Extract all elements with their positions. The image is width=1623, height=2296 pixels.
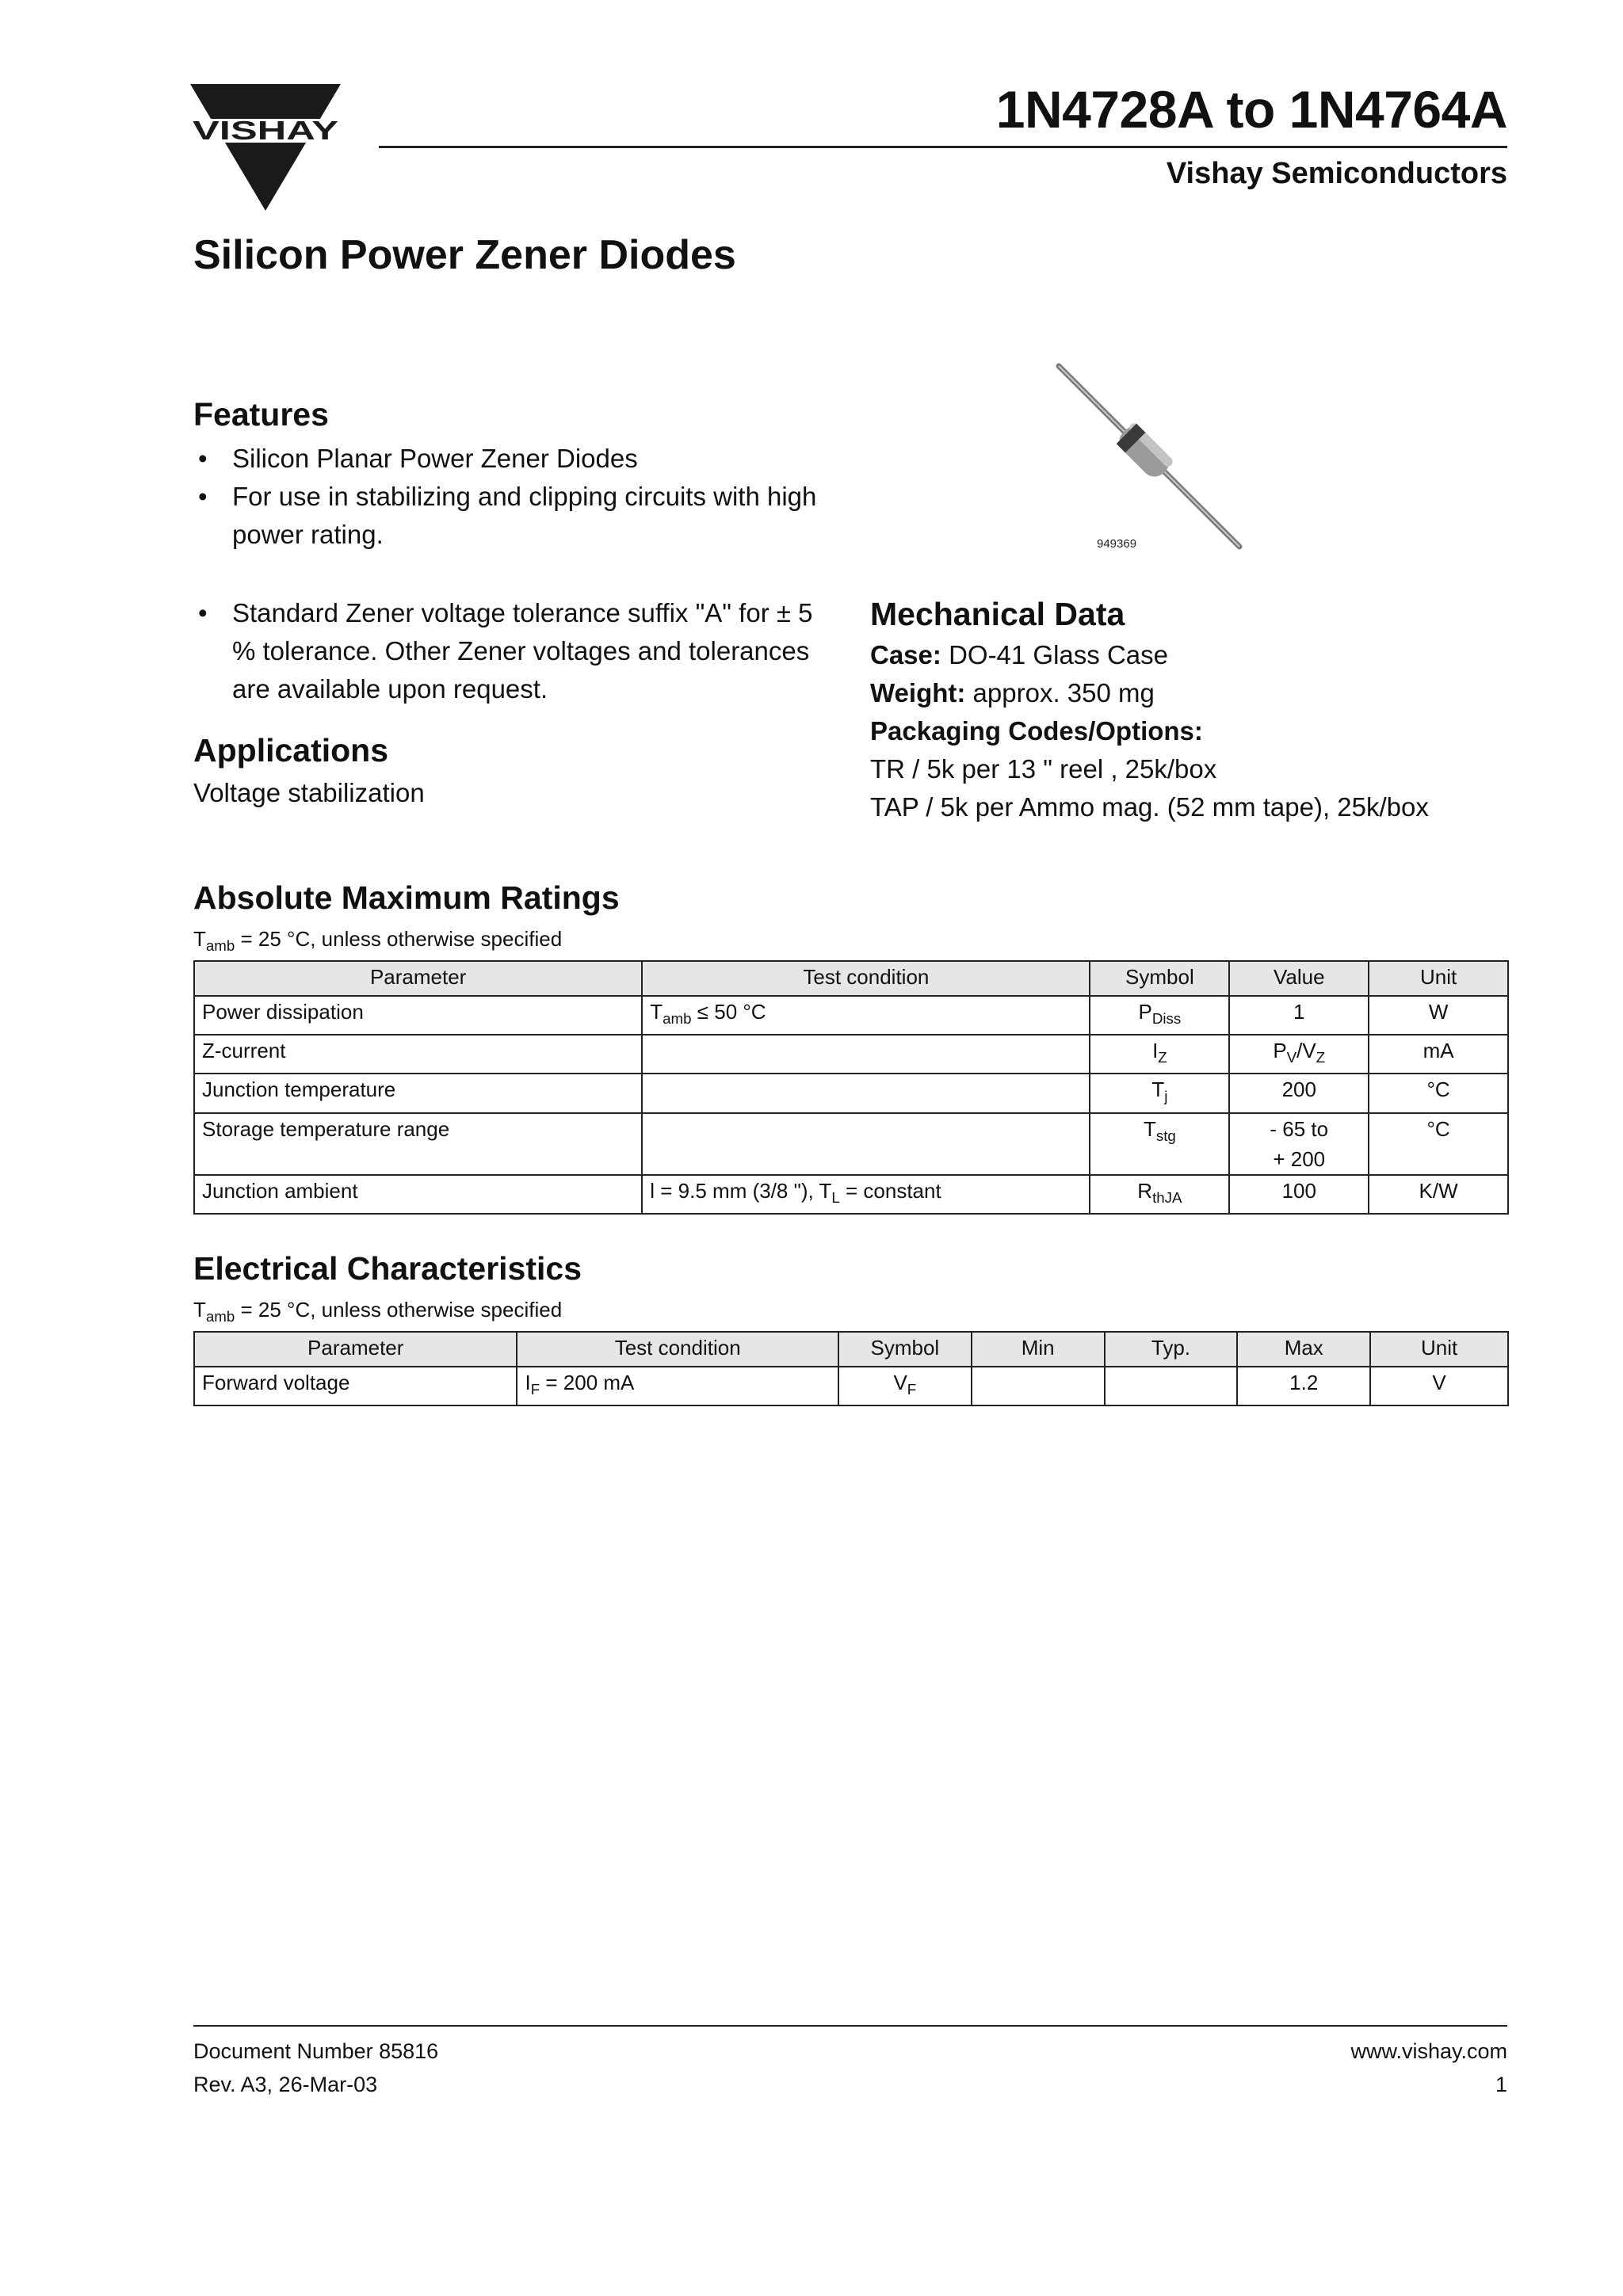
- condition-cell: [642, 1074, 1090, 1112]
- part-range-title: 1N4728A to 1N4764A: [995, 80, 1507, 139]
- parameter-cell: Storage temperature range: [194, 1113, 642, 1175]
- company-name: Vishay Semiconductors: [1166, 157, 1507, 190]
- symbol-cell: $V_F$: [838, 1367, 972, 1405]
- column-header: Typ.: [1105, 1332, 1238, 1367]
- case-line: [870, 636, 1520, 674]
- parameter-cell: Junction ambient: [194, 1175, 642, 1214]
- column-header: Max: [1237, 1332, 1370, 1367]
- footer-divider: [193, 2025, 1507, 2027]
- condition-cell: $T_{amb} \le 50$ °C: [642, 996, 1090, 1035]
- table-header-row: [194, 961, 1508, 996]
- unit-cell: °C: [1369, 1074, 1508, 1112]
- unit-cell: mA: [1369, 1035, 1508, 1074]
- table-row: [194, 1113, 1508, 1175]
- column-header: Unit: [1369, 961, 1508, 996]
- min-cell: [972, 1367, 1105, 1405]
- features-list-continued: [193, 594, 851, 708]
- symbol-cell: $T_{stg}$: [1090, 1113, 1229, 1175]
- applications-heading: Applications: [193, 732, 389, 769]
- features-list: [193, 440, 851, 554]
- parameter-cell: Junction temperature: [194, 1074, 642, 1112]
- abs-max-heading: Absolute Maximum Ratings: [193, 879, 620, 916]
- unit-cell: W: [1369, 996, 1508, 1035]
- applications-section: [193, 732, 827, 812]
- symbol-cell: $I_Z$: [1090, 1035, 1229, 1074]
- website-link[interactable]: www.vishay.com: [1350, 2039, 1507, 2063]
- applications-text: Voltage stabilization: [193, 778, 425, 807]
- table-header-row: [194, 1332, 1508, 1367]
- document-number: Document Number 85816: [193, 2039, 439, 2063]
- condition-cell: [642, 1035, 1090, 1074]
- document-title: Silicon Power Zener Diodes: [193, 232, 736, 278]
- weight-value: approx. 350 mg: [972, 678, 1155, 707]
- symbol-cell: $R_{thJA}$: [1090, 1175, 1229, 1214]
- abs-max-condition: $T_{amb} = 25$ °C, unless otherwise specified: [193, 927, 563, 955]
- electrical-heading: Electrical Characteristics: [193, 1250, 582, 1287]
- packaging-label: Packaging Codes/Options:: [870, 716, 1203, 746]
- table-row: [194, 1175, 1508, 1214]
- column-header: Min: [972, 1332, 1105, 1367]
- page-number: 1: [1495, 2073, 1507, 2096]
- table-row: [194, 1035, 1508, 1074]
- diode-package-image: [1049, 358, 1247, 556]
- max-cell: 1.2: [1237, 1367, 1370, 1405]
- value-cell: 100: [1229, 1175, 1369, 1214]
- weight-label: Weight:: [870, 678, 966, 707]
- case-value: DO-41 Glass Case: [949, 640, 1168, 669]
- typ-cell: [1105, 1367, 1238, 1405]
- logo-text: VISHAY: [193, 116, 338, 145]
- parameter-cell: Forward voltage: [194, 1367, 517, 1405]
- column-header: Unit: [1370, 1332, 1508, 1367]
- weight-line: [870, 674, 1520, 712]
- revision: Rev. A3, 26-Mar-03: [193, 2073, 378, 2096]
- case-label: Case:: [870, 640, 941, 669]
- condition-cell: [642, 1113, 1090, 1175]
- column-header: Value: [1229, 961, 1369, 996]
- feature-item: • For use in stabilizing and clipping circuits with high power rating.: [193, 478, 851, 554]
- parameter-cell: Z-current: [194, 1035, 642, 1074]
- electrical-table: [193, 1331, 1509, 1406]
- features-section: [193, 396, 851, 554]
- column-header: Parameter: [194, 961, 642, 996]
- column-header: Symbol: [1090, 961, 1229, 996]
- unit-cell: K/W: [1369, 1175, 1508, 1214]
- table-row: [194, 996, 1508, 1035]
- unit-cell: °C: [1369, 1113, 1508, 1175]
- parameter-cell: Power dissipation: [194, 996, 642, 1035]
- features-section-continued: [193, 594, 851, 708]
- feature-item: • Silicon Planar Power Zener Diodes: [193, 440, 851, 478]
- mechanical-heading: Mechanical Data: [870, 596, 1125, 632]
- column-header: Parameter: [194, 1332, 517, 1367]
- condition-cell: $I_F = 200$ mA: [517, 1367, 838, 1405]
- unit-cell: V: [1370, 1367, 1508, 1405]
- condition-cell: l = 9.5 mm (3/8 "), $T_L$ = constant: [642, 1175, 1090, 1214]
- value-cell: $P_V/V_Z$: [1229, 1035, 1369, 1074]
- vishay-logo: [190, 84, 341, 211]
- packaging-option: TR / 5k per 13 " reel , 25k/box: [870, 754, 1217, 784]
- column-header: Test condition: [517, 1332, 838, 1367]
- column-header: Symbol: [838, 1332, 972, 1367]
- table-row: [194, 1367, 1508, 1405]
- electrical-condition: $T_{amb} = 25$ °C, unless otherwise specified: [193, 1298, 563, 1325]
- figure-code: 949369: [1097, 537, 1137, 551]
- header-divider: [379, 146, 1507, 148]
- value-cell: - 65 to + 200: [1229, 1113, 1369, 1175]
- feature-item: • Standard Zener voltage tolerance suffix "A" for ± 5 % tolerance. Other Zener voltages and tolerances are available upon request.: [193, 594, 851, 708]
- column-header: Test condition: [642, 961, 1090, 996]
- packaging-option: TAP / 5k per Ammo mag. (52 mm tape), 25k/box: [870, 792, 1429, 822]
- features-heading: Features: [193, 396, 329, 433]
- symbol-cell: $T_j$: [1090, 1074, 1229, 1112]
- table-row: [194, 1074, 1508, 1112]
- abs-max-table: [193, 960, 1509, 1215]
- mechanical-section: [870, 596, 1520, 826]
- value-cell: 200: [1229, 1074, 1369, 1112]
- symbol-cell: $P_{Diss}$: [1090, 996, 1229, 1035]
- value-cell: 1: [1229, 996, 1369, 1035]
